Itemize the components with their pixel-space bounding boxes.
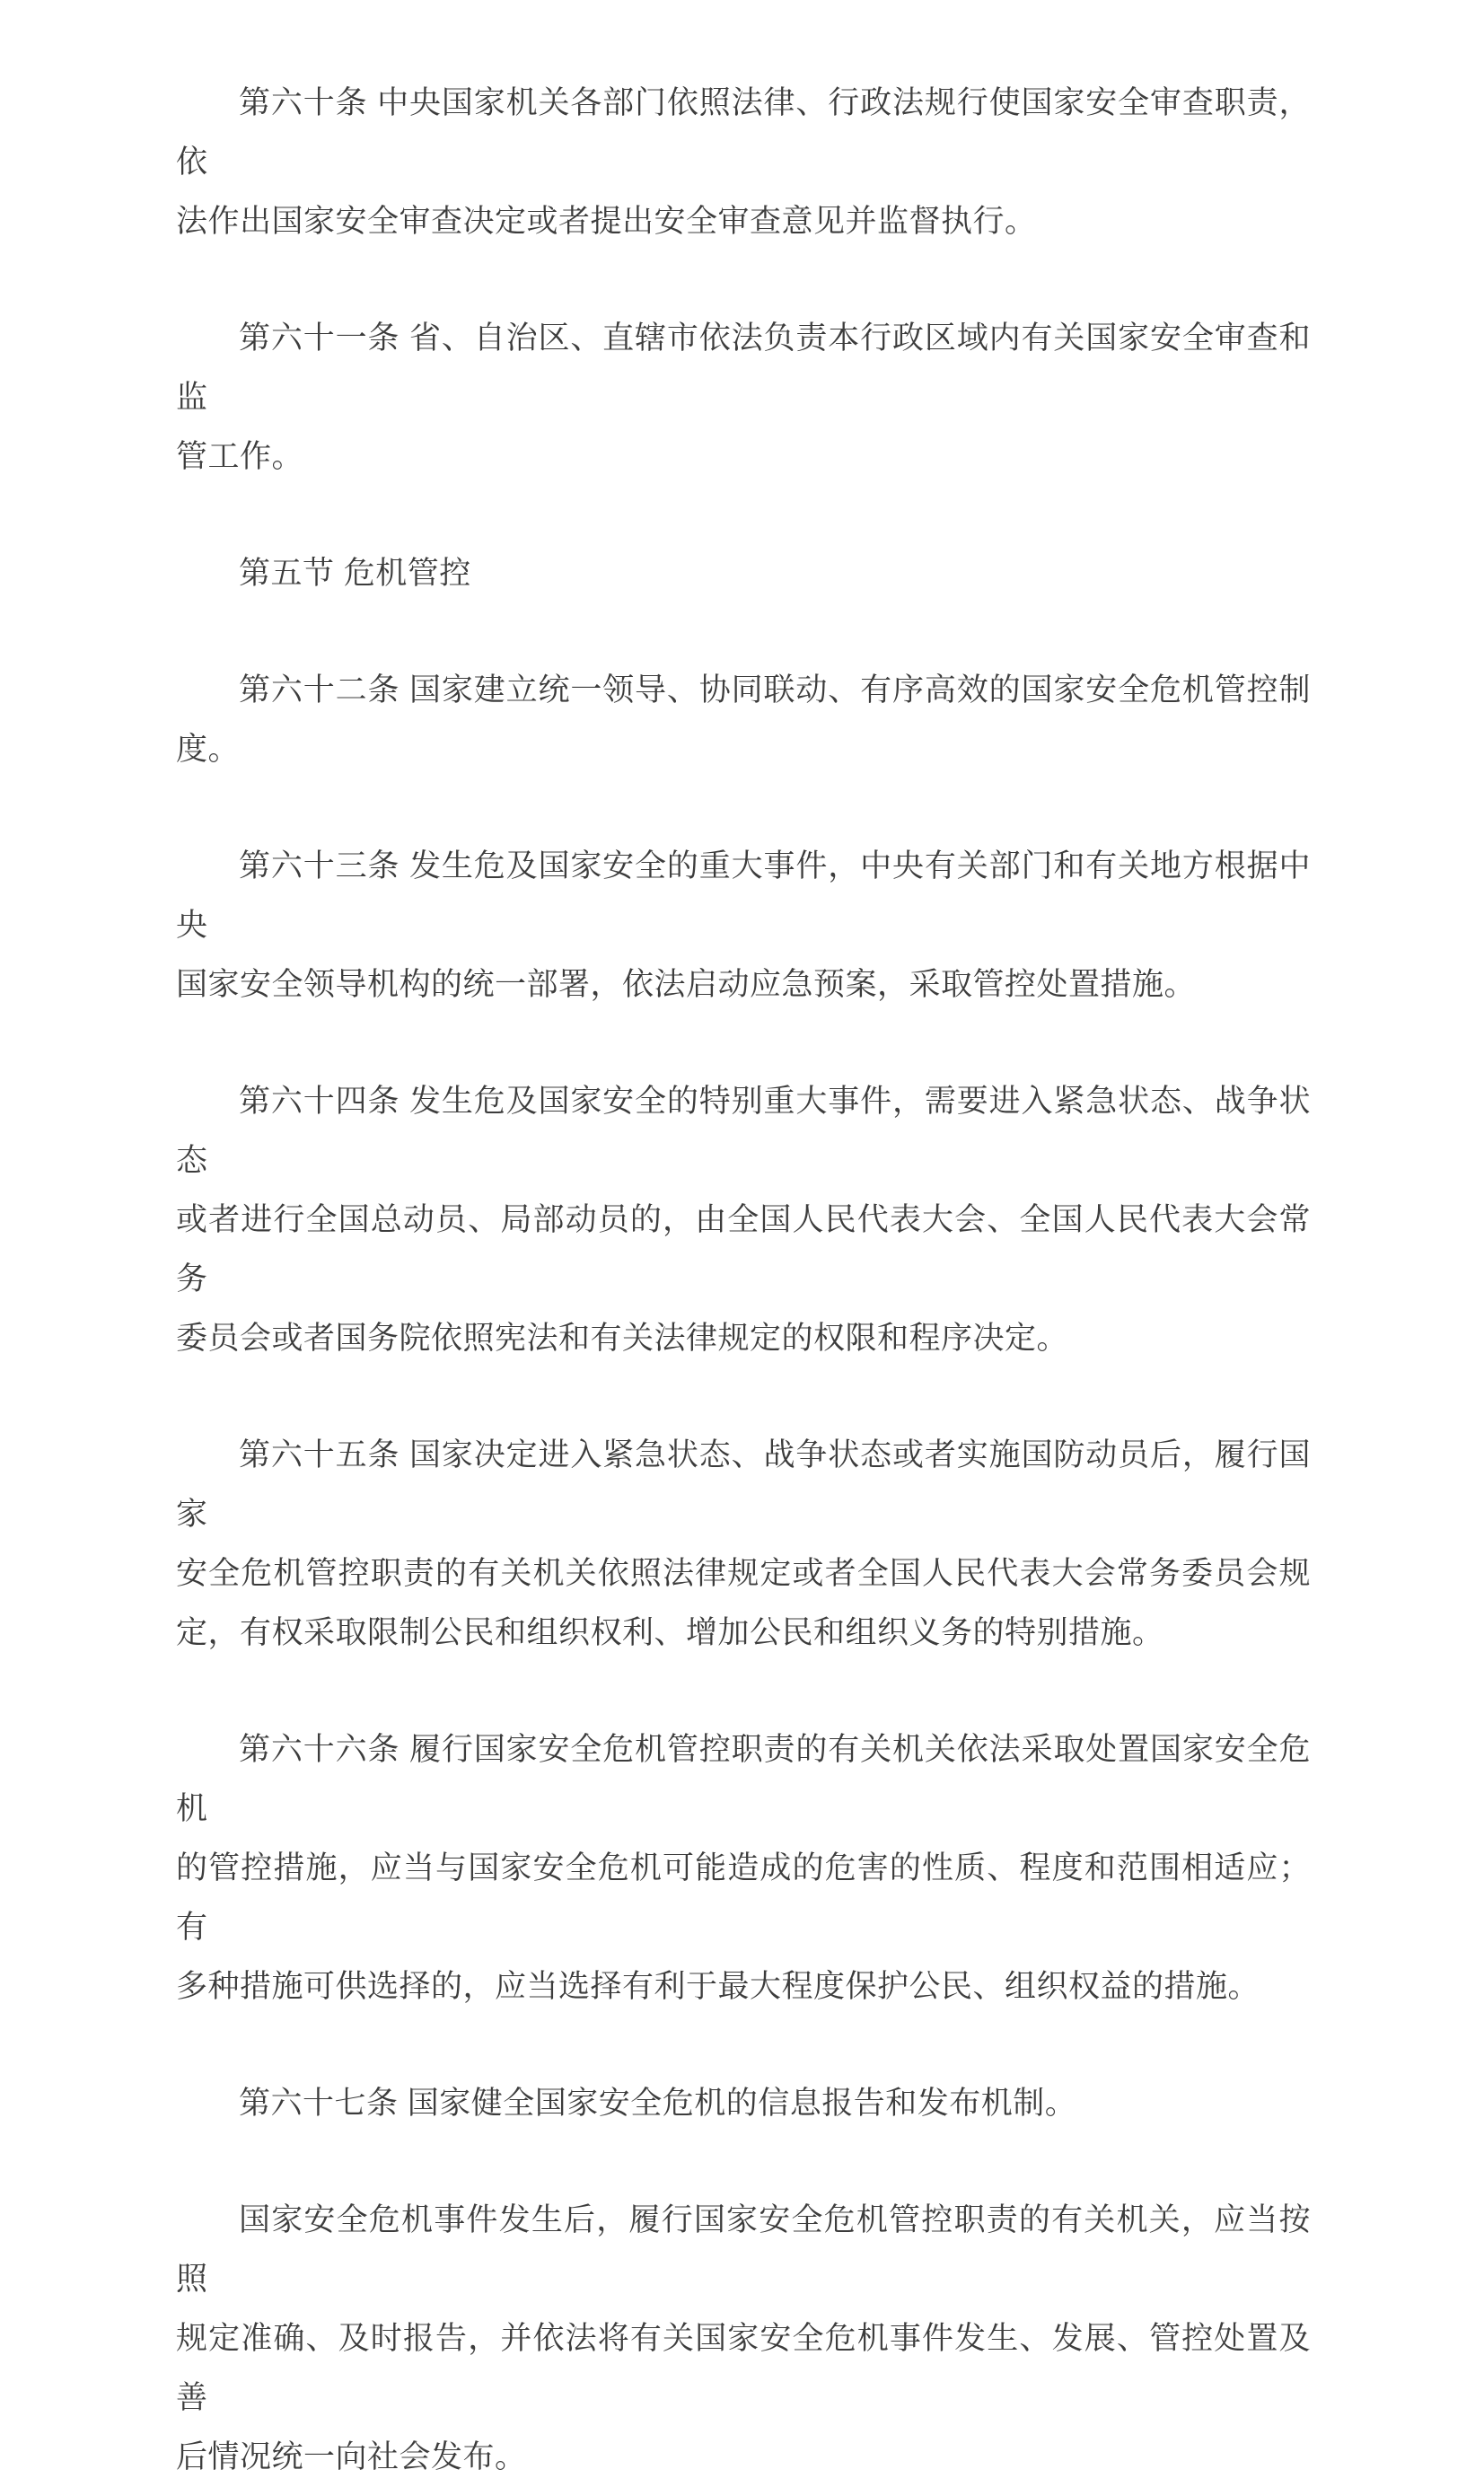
- paragraph: [176, 837, 1311, 1015]
- paragraph: [176, 1720, 1311, 2017]
- text-line: 多种措施可供选择的，应当选择有利于最大程度保护公民、组织权益的措施。: [176, 1969, 1260, 2004]
- text-line: 第六十五条 国家决定进入紧急状态、战争状态或者实施国防动员后，履行国家: [176, 1437, 1311, 1532]
- paragraph: [176, 74, 1311, 251]
- text-line: 第六十二条 国家建立统一领导、协同联动、有序高效的国家安全危机管控制: [239, 672, 1311, 707]
- text-line: 第六十六条 履行国家安全危机管控职责的有关机关依法采取处置国家安全危机: [176, 1732, 1311, 1826]
- text-line: 国家安全领导机构的统一部署，依法启动应急预案，采取管控处置措施。: [176, 967, 1197, 1002]
- paragraph: [176, 2191, 1311, 2487]
- text-line: 后情况统一向社会发布。: [176, 2439, 527, 2474]
- text-line: 定，有权采取限制公民和组织权利、增加公民和组织义务的特别措施。: [176, 1615, 1164, 1650]
- paragraph: [176, 1072, 1311, 1368]
- text-line: 法作出国家安全审查决定或者提出安全审查意见并监督执行。: [176, 204, 1037, 239]
- paragraph: [176, 2074, 1311, 2133]
- text-line: 委员会或者国务院依照宪法和有关法律规定的权限和程序决定。: [176, 1321, 1069, 1356]
- text-line: 第六十三条 发生危及国家安全的重大事件，中央有关部门和有关地方根据中央: [176, 848, 1311, 943]
- text-line: 第五节 危机管控: [239, 556, 471, 591]
- text-line: 国家安全危机事件发生后，履行国家安全危机管控职责的有关机关，应当按照: [176, 2202, 1311, 2297]
- text-line: 规定准确、及时报告，并依法将有关国家安全危机事件发生、发展、管控处置及善: [176, 2321, 1311, 2415]
- paragraph: [176, 661, 1311, 779]
- text-line: 安全危机管控职责的有关机关依照法律规定或者全国人民代表大会常务委员会规: [176, 1556, 1311, 1591]
- text-line: 度。: [176, 732, 241, 767]
- paragraph: [176, 1426, 1311, 1663]
- paragraph: [176, 309, 1311, 487]
- text-line: 第六十七条 国家健全国家安全危机的信息报告和发布机制。: [239, 2086, 1077, 2121]
- section-heading: [176, 544, 1311, 603]
- text-line: 第六十四条 发生危及国家安全的特别重大事件，需要进入紧急状态、战争状态: [176, 1084, 1311, 1178]
- text-line: 管工作。: [176, 439, 304, 474]
- text-line: 的管控措施，应当与国家安全危机可能造成的危害的性质、程度和范围相适应；有: [176, 1850, 1311, 1945]
- text-line: 第六十一条 省、自治区、直辖市依法负责本行政区域内有关国家安全审查和监: [176, 321, 1311, 415]
- text-line: 第六十条 中央国家机关各部门依照法律、行政法规行使国家安全审查职责，依: [176, 85, 1311, 180]
- text-line: 或者进行全国总动员、局部动员的，由全国人民代表大会、全国人民代表大会常务: [176, 1202, 1311, 1296]
